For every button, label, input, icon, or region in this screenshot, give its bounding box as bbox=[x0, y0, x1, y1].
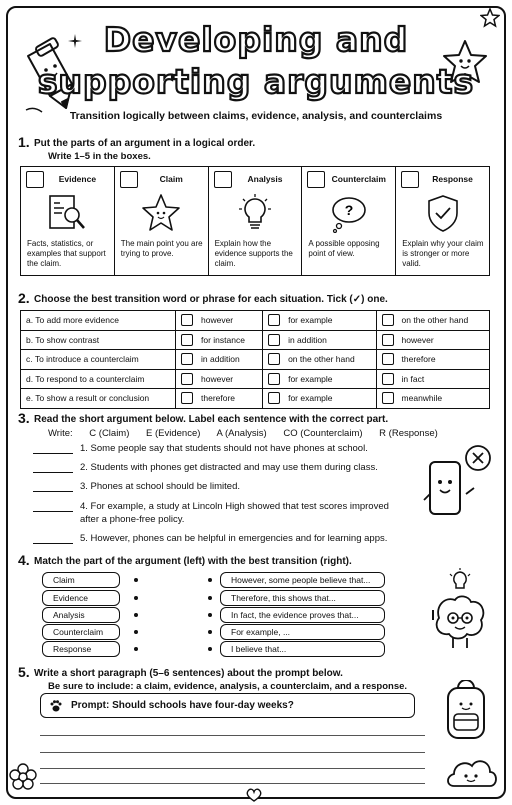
option-label: in addition bbox=[288, 334, 327, 345]
match-left-item[interactable]: Response bbox=[42, 641, 120, 657]
tick-box[interactable] bbox=[181, 334, 193, 346]
code-claim: C (Claim) bbox=[89, 428, 130, 439]
match-right-item[interactable]: In fact, the evidence proves that... bbox=[220, 607, 385, 623]
title-line-1: Developing and bbox=[103, 20, 409, 59]
card-response bbox=[396, 167, 489, 275]
card-description: A possible opposing point of view. bbox=[308, 239, 380, 258]
lightbulb-icon bbox=[235, 193, 275, 233]
argument-parts-cards bbox=[20, 166, 490, 276]
match-dot[interactable] bbox=[134, 630, 138, 634]
transition-table bbox=[20, 310, 490, 409]
option-cell[interactable] bbox=[376, 350, 489, 370]
option-cell[interactable] bbox=[176, 330, 263, 350]
tick-box[interactable] bbox=[382, 314, 394, 326]
match-dot[interactable] bbox=[208, 596, 212, 600]
option-cell[interactable] bbox=[263, 330, 376, 350]
tick-box[interactable] bbox=[268, 314, 280, 326]
option-cell[interactable] bbox=[176, 311, 263, 331]
sentence: 3. Phones at school should be limited. bbox=[80, 481, 241, 492]
write-label: Write: bbox=[48, 428, 73, 439]
option-cell[interactable] bbox=[376, 311, 489, 331]
match-left-item[interactable]: Analysis bbox=[42, 607, 120, 623]
writing-line[interactable] bbox=[40, 783, 425, 784]
section4-number: 4. bbox=[18, 552, 30, 568]
match-dot[interactable] bbox=[134, 596, 138, 600]
tick-box[interactable] bbox=[268, 334, 280, 346]
cloud-mascot-icon bbox=[444, 750, 498, 796]
card-evidence bbox=[21, 167, 115, 275]
magnifier-document-icon bbox=[42, 193, 92, 233]
tick-box[interactable] bbox=[268, 392, 280, 404]
card-title: Evidence bbox=[58, 174, 97, 184]
sentence: 1. Some people say that students should not have phones at school. bbox=[80, 443, 368, 454]
prompt-box bbox=[40, 693, 415, 718]
option-label: however bbox=[401, 334, 434, 345]
sentence: 2. Students with phones get distracted and may use them during class. bbox=[80, 462, 378, 473]
match-left-item[interactable]: Counterclaim bbox=[42, 624, 120, 640]
section3-instruction: Read the short argument below. Label each sentence with the correct part. bbox=[34, 414, 389, 425]
svg-text:?: ? bbox=[344, 202, 354, 218]
option-label: however bbox=[201, 315, 234, 326]
option-cell[interactable] bbox=[263, 369, 376, 389]
sentence: 4. For example, a study at Lincoln High showed that test scores improved after a phone-free policy. bbox=[80, 501, 389, 525]
section1-number: 1. bbox=[18, 134, 30, 150]
option-label: however bbox=[201, 373, 234, 384]
card-title: Claim bbox=[159, 174, 183, 184]
table-row bbox=[21, 330, 490, 350]
tick-box[interactable] bbox=[268, 353, 280, 365]
section1-instruction: Put the parts of an argument in a logical order. bbox=[34, 138, 256, 149]
option-cell[interactable] bbox=[376, 330, 489, 350]
shield-check-icon bbox=[423, 193, 463, 233]
section2-number: 2. bbox=[18, 290, 30, 306]
order-box[interactable] bbox=[214, 171, 232, 188]
situation-label: a. To add more evidence bbox=[21, 311, 176, 331]
card-title: Response bbox=[432, 174, 473, 184]
option-cell[interactable] bbox=[376, 369, 489, 389]
prompt-text: Prompt: Should schools have four-day weeks? bbox=[71, 700, 294, 711]
match-left-item[interactable]: Claim bbox=[42, 572, 120, 588]
option-label: in addition bbox=[201, 354, 240, 365]
table-row bbox=[21, 389, 490, 409]
section4-instruction: Match the part of the argument (left) with the best transition (right). bbox=[34, 556, 352, 567]
table-row bbox=[21, 369, 490, 389]
match-right-item[interactable]: Therefore, this shows that... bbox=[220, 590, 385, 606]
option-cell[interactable] bbox=[176, 389, 263, 409]
subtitle: Transition logically between claims, evidence, analysis, and counterclaims bbox=[69, 110, 443, 122]
tick-box[interactable] bbox=[382, 353, 394, 365]
brain-mascot-icon bbox=[425, 568, 495, 658]
match-right-item[interactable]: I believe that... bbox=[220, 641, 385, 657]
match-dot[interactable] bbox=[208, 613, 212, 617]
code-counterclaim: CO (Counterclaim) bbox=[283, 428, 363, 439]
card-description: Explain how the evidence supports the claim. bbox=[214, 239, 293, 268]
question-bubble-icon bbox=[327, 193, 371, 233]
backpack-icon bbox=[440, 680, 492, 742]
table-row bbox=[21, 350, 490, 370]
option-cell[interactable] bbox=[263, 350, 376, 370]
option-label: for example bbox=[288, 315, 333, 326]
section3-number: 3. bbox=[18, 410, 30, 426]
answer-blank[interactable] bbox=[33, 472, 73, 473]
tick-box[interactable] bbox=[181, 314, 193, 326]
section5-number: 5. bbox=[18, 664, 30, 680]
tick-box[interactable] bbox=[268, 373, 280, 385]
section1-sub-instruction: Write 1–5 in the boxes. bbox=[48, 151, 151, 162]
order-box[interactable] bbox=[120, 171, 138, 188]
card-description: The main point you are trying to prove. bbox=[120, 239, 203, 258]
paw-print-icon bbox=[49, 699, 63, 713]
tick-box[interactable] bbox=[382, 373, 394, 385]
option-label: on the other hand bbox=[401, 315, 469, 326]
writing-line[interactable] bbox=[40, 768, 425, 769]
answer-blank[interactable] bbox=[33, 511, 73, 512]
answer-blank[interactable] bbox=[33, 491, 73, 492]
answer-blank[interactable] bbox=[33, 453, 73, 454]
card-title: Analysis bbox=[247, 174, 283, 184]
title-line-2: supporting arguments bbox=[37, 62, 475, 101]
tick-box[interactable] bbox=[181, 373, 193, 385]
label-codes bbox=[48, 428, 452, 439]
card-counterclaim bbox=[302, 167, 396, 275]
order-box[interactable] bbox=[26, 171, 44, 188]
tick-box[interactable] bbox=[382, 334, 394, 346]
card-description: Facts, statistics, or examples that support the claim. bbox=[27, 239, 106, 268]
match-right-item[interactable]: For example, ... bbox=[220, 624, 385, 640]
code-response: R (Response) bbox=[379, 428, 438, 439]
option-label: for example bbox=[288, 393, 333, 404]
option-cell[interactable] bbox=[263, 389, 376, 409]
code-evidence: E (Evidence) bbox=[146, 428, 201, 439]
match-dot[interactable] bbox=[208, 647, 212, 651]
option-label: for example bbox=[288, 373, 333, 384]
option-label: therefore bbox=[401, 354, 436, 365]
match-dot[interactable] bbox=[208, 578, 212, 582]
heart-icon bbox=[246, 788, 262, 802]
card-title: Counterclaim bbox=[331, 174, 386, 184]
order-box[interactable] bbox=[307, 171, 325, 188]
option-label: therefore bbox=[201, 393, 236, 404]
order-box[interactable] bbox=[401, 171, 419, 188]
sentence: 5. However, phones can be helpful in emergencies and for learning apps. bbox=[80, 533, 388, 544]
option-label: for instance bbox=[201, 334, 245, 345]
section5-instruction: Write a short paragraph (5–6 sentences) about the prompt below. bbox=[34, 668, 343, 679]
match-dot[interactable] bbox=[134, 613, 138, 617]
card-claim bbox=[115, 167, 209, 275]
section2-instruction: Choose the best transition word or phrase for each situation. Tick (✓) one. bbox=[34, 294, 388, 305]
tick-box[interactable] bbox=[382, 392, 394, 404]
answer-blank[interactable] bbox=[33, 543, 73, 544]
card-description: Explain why your claim is stronger or more valid. bbox=[402, 239, 484, 268]
match-right-item[interactable]: However, some people believe that... bbox=[220, 572, 385, 588]
option-cell[interactable] bbox=[263, 311, 376, 331]
code-analysis: A (Analysis) bbox=[216, 428, 267, 439]
situation-label: c. To introduce a counterclaim bbox=[21, 350, 176, 370]
match-dot[interactable] bbox=[134, 578, 138, 582]
star-icon bbox=[139, 193, 183, 233]
phone-mascot-icon bbox=[418, 440, 498, 530]
situation-label: e. To show a result or conclusion bbox=[21, 389, 176, 409]
situation-label: b. To show contrast bbox=[21, 330, 176, 350]
table-row bbox=[21, 311, 490, 331]
option-cell[interactable] bbox=[176, 369, 263, 389]
flower-icon bbox=[8, 762, 38, 792]
card-analysis bbox=[209, 167, 303, 275]
option-label: on the other hand bbox=[288, 354, 355, 365]
writing-line[interactable] bbox=[40, 752, 425, 753]
option-cell[interactable] bbox=[376, 389, 489, 409]
match-left-item[interactable]: Evidence bbox=[42, 590, 120, 606]
writing-line[interactable] bbox=[40, 735, 425, 736]
situation-label: d. To respond to a counterclaim bbox=[21, 369, 176, 389]
match-dot[interactable] bbox=[134, 647, 138, 651]
option-label: meanwhile bbox=[401, 393, 443, 404]
option-label: in fact bbox=[401, 373, 425, 384]
option-cell[interactable] bbox=[176, 350, 263, 370]
match-dot[interactable] bbox=[208, 630, 212, 634]
section5-sub-instruction: Be sure to include: a claim, evidence, analysis, a counterclaim, and a response. bbox=[48, 681, 408, 692]
tick-box[interactable] bbox=[181, 353, 193, 365]
tick-box[interactable] bbox=[181, 392, 193, 404]
